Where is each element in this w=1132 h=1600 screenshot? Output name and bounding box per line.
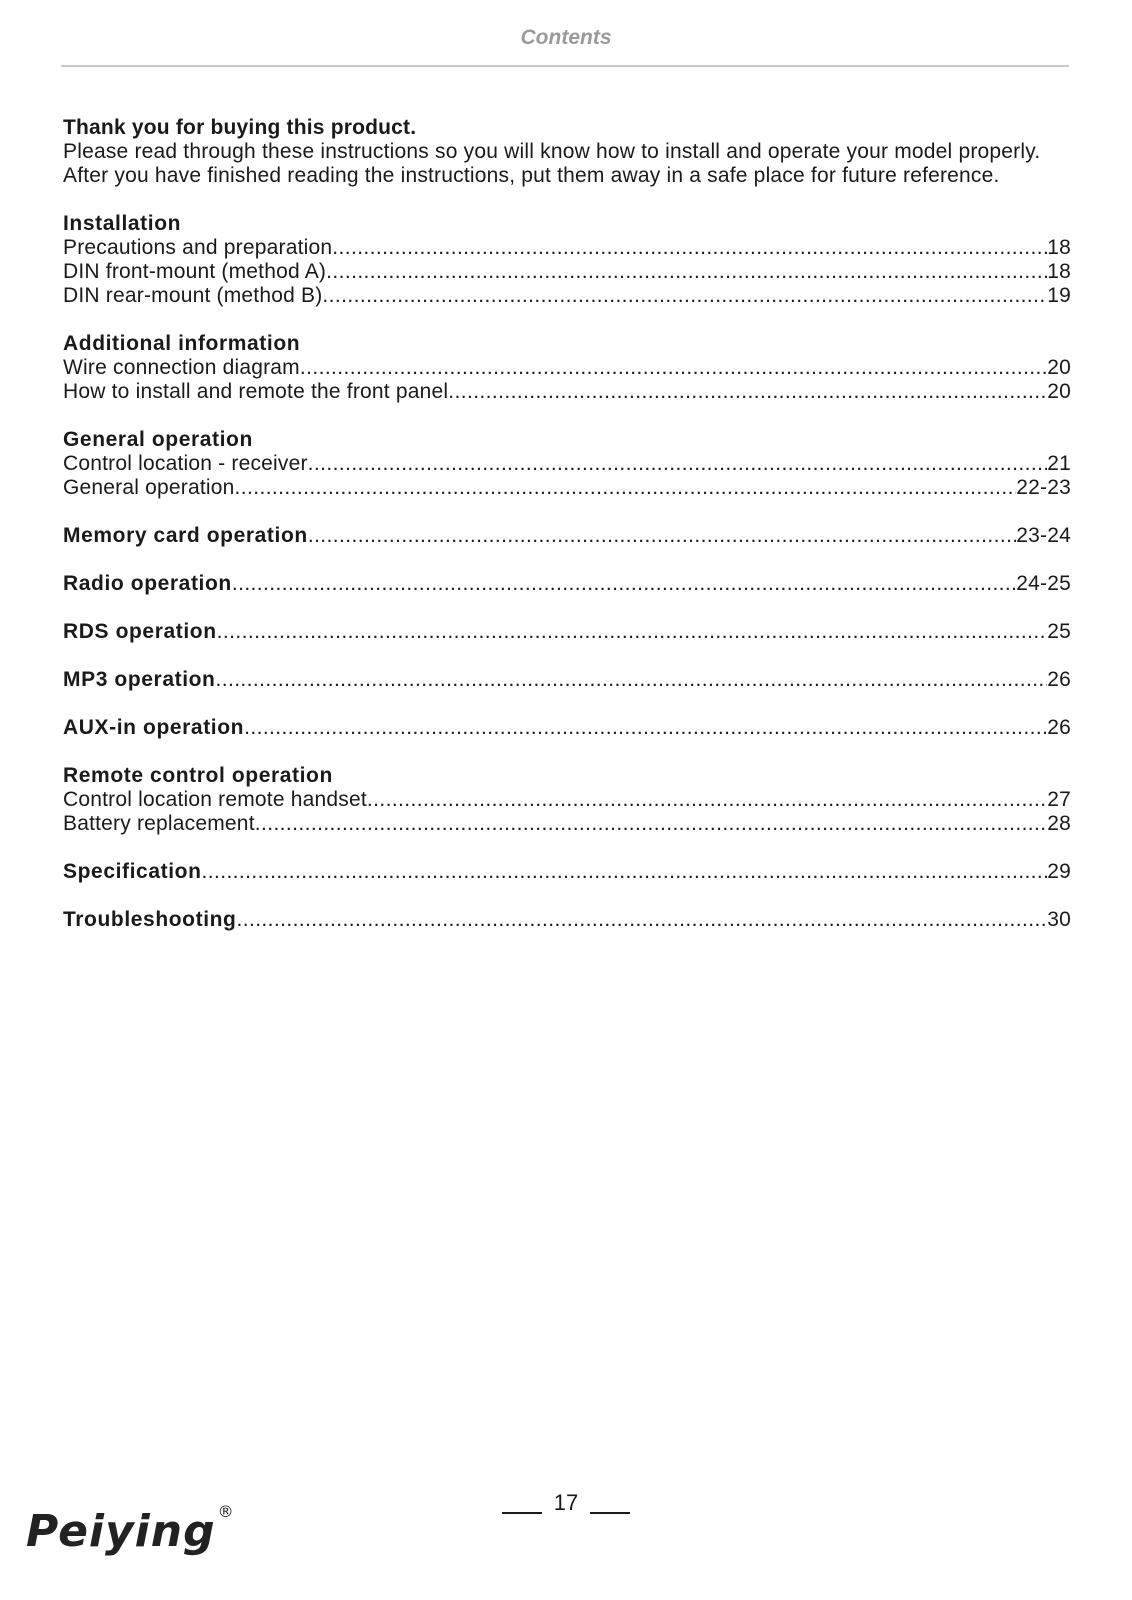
toc-section-troubleshooting [63, 908, 1071, 932]
toc-entry[interactable] [63, 236, 1071, 260]
toc-entry[interactable] [63, 812, 1071, 836]
toc-entry-label: How to install and remote the front panel [63, 380, 449, 403]
toc-entry[interactable] [63, 260, 1071, 284]
intro-heading: Thank you for buying this product. [63, 116, 417, 139]
toc-entry[interactable] [63, 788, 1071, 812]
toc-entry-page: 20 [1047, 380, 1071, 403]
dot-leader [332, 236, 1047, 260]
toc-entry[interactable] [63, 452, 1071, 476]
toc-entry[interactable] [63, 620, 1071, 644]
dot-leader [255, 812, 1048, 836]
dot-leader [236, 908, 1047, 932]
toc-entry-label: Memory card operation [63, 524, 308, 547]
page-number-value: 17 [553, 1490, 579, 1515]
toc-entry-page: 20 [1047, 356, 1071, 379]
intro-paragraph: Please read through these instructions so you will know how to install and operate your model properly. After you have finished reading the instructions, put them away in a safe place for future reference. [63, 140, 1041, 187]
dot-leader [308, 524, 1016, 548]
toc-section-aux-in-operation [63, 716, 1071, 740]
toc-entry-label: MP3 operation [63, 668, 216, 691]
toc-section-title: Installation [63, 212, 182, 235]
dot-leader [448, 380, 1047, 404]
toc-entry-label: Radio operation [63, 572, 232, 595]
toc-entry-page: 28 [1047, 812, 1071, 835]
toc-entry[interactable] [63, 284, 1071, 308]
toc-entry[interactable] [63, 668, 1071, 692]
toc-entry-label: Troubleshooting [63, 908, 237, 931]
toc-entry-label: RDS operation [63, 620, 217, 643]
toc-entry[interactable] [63, 524, 1071, 548]
dot-leader [244, 716, 1047, 740]
page-header-title: Contents [520, 26, 612, 49]
toc-entry-label: Battery replacement [63, 812, 255, 835]
page-number-rule-right [590, 1512, 630, 1514]
toc-entry-label: Control location remote handset [63, 788, 367, 811]
dot-leader [367, 788, 1047, 812]
dot-leader [217, 620, 1048, 644]
toc-section-additional-information [63, 332, 1071, 404]
toc-section-title: Remote control operation [63, 764, 333, 787]
toc-section-memory-card-operation [63, 524, 1071, 548]
toc-entry-page: 26 [1047, 716, 1071, 739]
toc-section-general-operation [63, 428, 1071, 500]
toc-entry-page: 27 [1047, 788, 1071, 811]
toc-entry-label: Control location - receiver [63, 452, 308, 475]
toc-entry-page: 24-25 [1016, 572, 1071, 595]
toc-section-radio-operation [63, 572, 1071, 596]
dot-leader [215, 668, 1047, 692]
toc-entry-label: DIN front-mount (method A) [63, 260, 327, 283]
toc-entry-label: AUX-in operation [63, 716, 245, 739]
toc-entry[interactable] [63, 908, 1071, 932]
toc-entry-label: Specification [63, 860, 202, 883]
toc-entry-page: 22-23 [1016, 476, 1071, 499]
toc-entry[interactable] [63, 860, 1071, 884]
dot-leader [235, 476, 1017, 500]
brand-logo [26, 1502, 234, 1566]
dot-leader [232, 572, 1016, 596]
toc-section-remote-control-operation [63, 764, 1071, 836]
dot-leader [308, 452, 1048, 476]
toc-entry-page: 30 [1047, 908, 1071, 931]
toc-section-rds-operation [63, 620, 1071, 644]
dot-leader [300, 356, 1047, 380]
toc-entry-page: 26 [1047, 668, 1071, 691]
dot-leader [322, 284, 1047, 308]
dot-leader [202, 860, 1048, 884]
dot-leader [326, 260, 1047, 284]
toc-entry[interactable] [63, 572, 1071, 596]
toc-entry-page: 18 [1047, 236, 1071, 259]
toc-entry-page: 23-24 [1016, 524, 1071, 547]
toc-entry-page: 21 [1047, 452, 1071, 475]
toc-section-title: Additional information [63, 332, 301, 355]
toc-section-title: General operation [63, 428, 253, 451]
brand-logo-text: Peiying [26, 1506, 216, 1557]
toc-entry-label: Wire connection diagram [63, 356, 300, 379]
toc-section-specification [63, 860, 1071, 884]
header-divider [61, 65, 1069, 67]
toc-section-mp3-operation [63, 668, 1071, 692]
toc-entry-page: 25 [1047, 620, 1071, 643]
contents-body [63, 116, 1071, 932]
toc-entry-label: Precautions and preparation [63, 236, 333, 259]
toc-entry[interactable] [63, 716, 1071, 740]
toc-entry-page: 19 [1047, 284, 1071, 307]
toc-entry-page: 18 [1047, 260, 1071, 283]
toc-entry-label: DIN rear-mount (method B) [63, 284, 323, 307]
registered-mark: ® [217, 1502, 234, 1521]
toc-entry[interactable] [63, 356, 1071, 380]
toc-entry[interactable] [63, 476, 1071, 500]
toc-section-installation [63, 212, 1071, 308]
toc-entry[interactable] [63, 380, 1071, 404]
toc-entry-page: 29 [1047, 860, 1071, 883]
page-number-rule-left [502, 1512, 542, 1514]
toc-entry-label: General operation [63, 476, 235, 499]
